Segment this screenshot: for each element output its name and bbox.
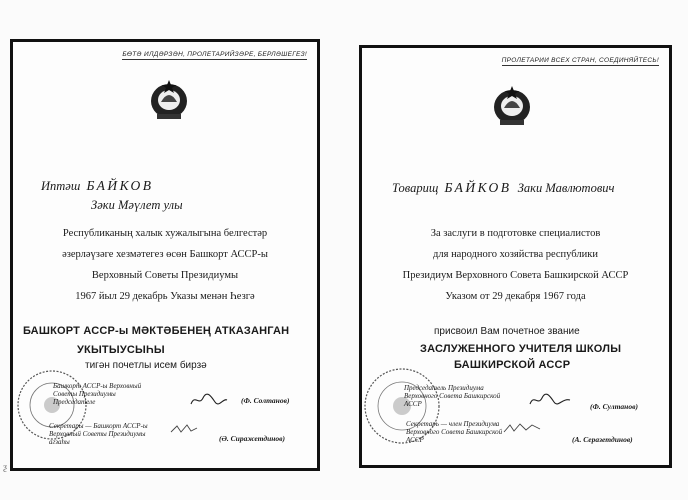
award-title-line-3: тигән почетлы исем бирзә: [85, 360, 207, 371]
signatory-1-name: (Ф. Солтанов): [241, 396, 290, 405]
award-intro: присвоил Вам почетное звание: [434, 326, 580, 337]
award-title-line-2: БАШКИРСКОЙ АССР: [454, 359, 571, 371]
signature-2-icon: [169, 422, 199, 436]
body-line-2: для народного хозяйства республики: [433, 249, 598, 260]
signatory-2-name: (А. Серазетдинов): [572, 435, 633, 444]
addressee-line: Товарищ БАЙКОВ Заки Мавлютович: [392, 180, 615, 195]
addressee-line: Иптәш БАЙКОВ: [41, 178, 154, 193]
award-title-line-1: ЗАСЛУЖЕННОГО УЧИТЕЛЯ ШКОЛЫ: [420, 343, 622, 355]
slogan-bashkir: БӨТӘ ИЛДӘРЗӘН, ПРОЛЕТАРИЙЗӘРЕ, БЕРЛӘШЕГЕЗ!: [122, 51, 307, 58]
body-line-1: За заслуги в подготовке специалистов: [430, 228, 601, 239]
certificate-bashkir: [10, 39, 320, 471]
slogan-russian: ПРОЛЕТАРИИ ВСЕХ СТРАН, СОЕДИНЯЙТЕСЬ!: [501, 57, 659, 64]
body-line-3: Президиум Верховного Совета Башкирской АССР: [402, 270, 629, 281]
addressee-surname: БАЙКОВ: [86, 178, 154, 193]
edge-mark: ƺ: [3, 462, 7, 472]
body-line-3: Верховный Советы Президиумы: [91, 270, 239, 281]
body-line-4: 1967 йыл 29 декабрь Указы менән Һезгә: [75, 291, 255, 302]
state-emblem-icon: [490, 82, 534, 128]
addressee-name: Зәки Мәүлет улы: [91, 198, 183, 212]
signatory-2-name: (Ә. Сиражетдинов): [219, 434, 285, 443]
signatory-2-title: Секретарь — член Президиума Верховного Совета Башкирской АССР: [406, 420, 503, 444]
signature-2-icon: [502, 420, 542, 436]
body-line-4: Указом от 29 декабря 1967 года: [445, 291, 586, 302]
signature-1-icon: [528, 392, 572, 408]
body-line-1: Республиканың халык хужалыгына белгестәр: [62, 228, 268, 239]
signatory-1-name: (Ф. Султанов): [590, 402, 638, 411]
addressee-name: Заки Мавлютович: [517, 181, 615, 195]
award-title-line-2: УКЫТЫУСЫҺЫ: [77, 344, 165, 356]
signature-1-icon: [189, 392, 229, 408]
signatory-1-title: Башкорт АССР-ы Верховный Советы Президиумы Председателе: [53, 382, 142, 406]
award-title-line-1: БАШКОРТ АССР-ы МӘКТӘБЕНЕҢ АТКАЗАНГАН: [23, 325, 290, 337]
state-emblem-icon: [147, 76, 191, 122]
certificate-russian: [359, 45, 672, 468]
body-line-2: әзерләүзәге хезмәтегез өсөн Башкорт АССР-ы: [62, 249, 268, 260]
signatory-1-title: Председатель Президиума Верховного Совета Башкирской АССР: [404, 384, 501, 408]
signatory-2-title: Секретары — Башкорт АССР-ы Верховный Советы Президиумы агзаһы: [49, 422, 148, 446]
addressee-surname: БАЙКОВ: [444, 180, 512, 195]
